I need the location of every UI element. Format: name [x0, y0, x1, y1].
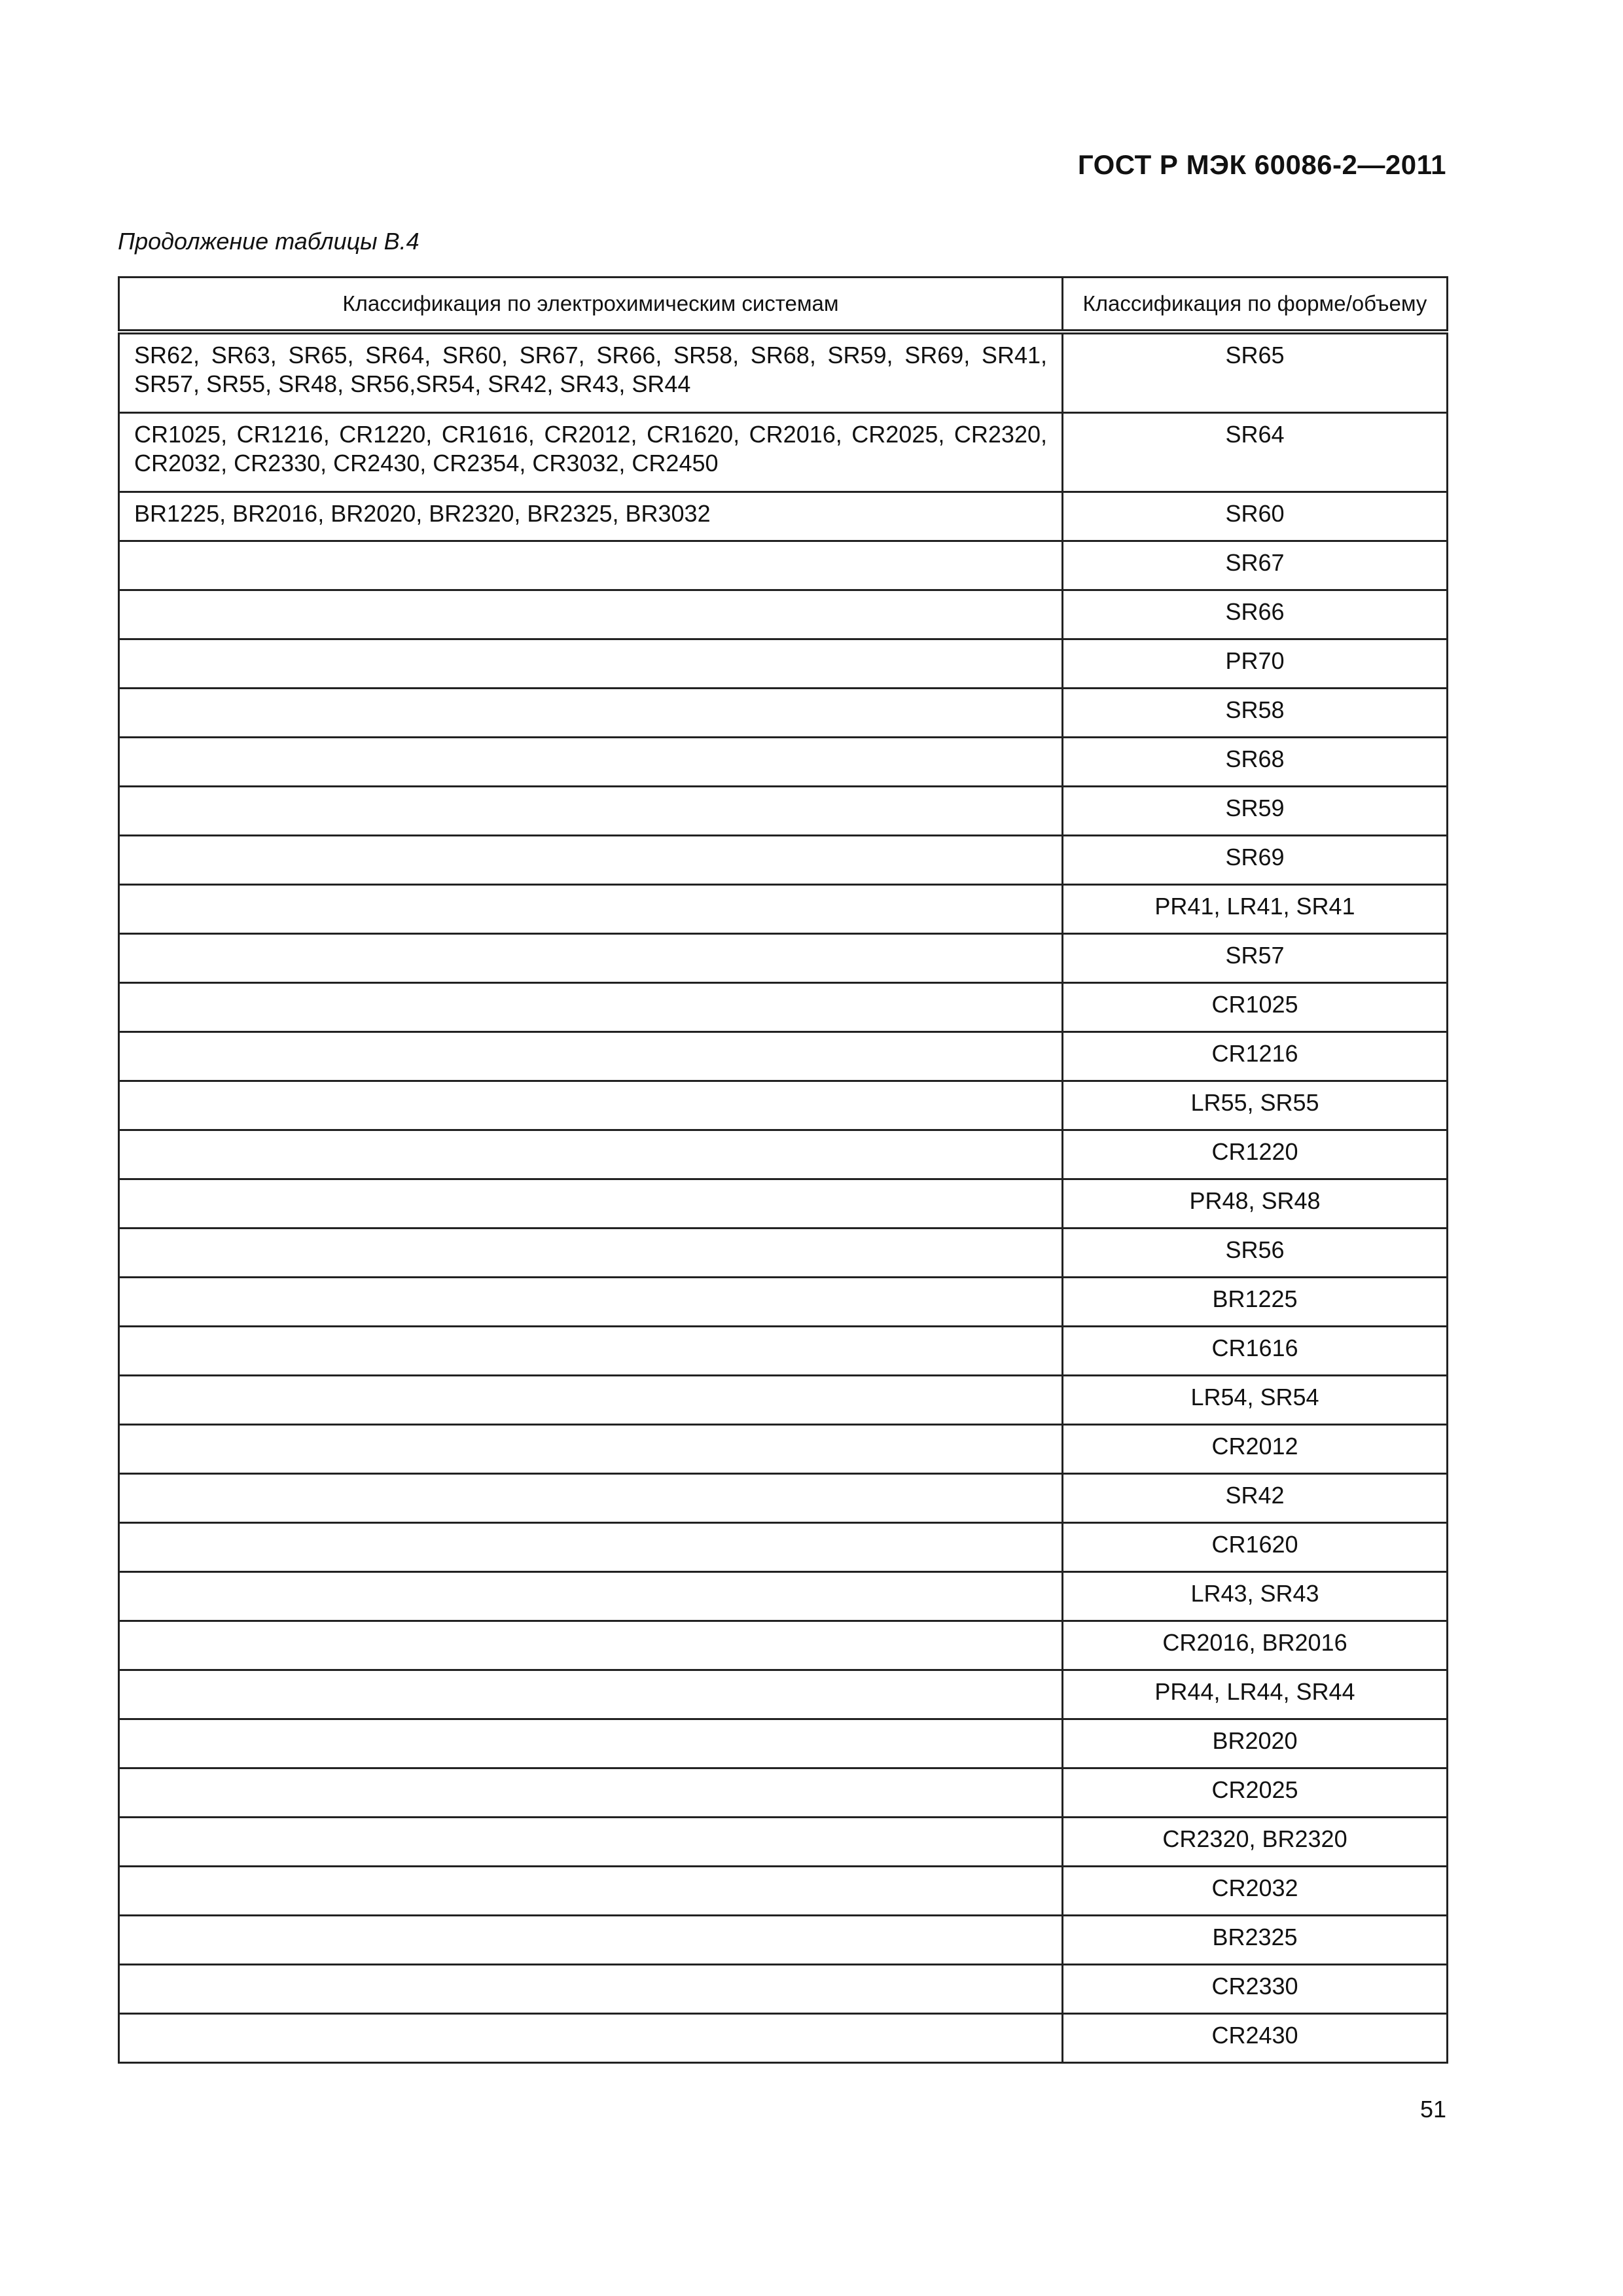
cell-electrochemical-systems — [119, 1327, 1063, 1376]
cell-shape-volume: SR67 — [1063, 541, 1448, 590]
table-row — [119, 590, 1448, 639]
cell-electrochemical-systems — [119, 689, 1063, 738]
cell-electrochemical-systems — [119, 1229, 1063, 1278]
table-header — [119, 278, 1448, 332]
cell-electrochemical-systems — [119, 590, 1063, 639]
table-row — [119, 1670, 1448, 1719]
cell-electrochemical-systems: BR1225, BR2016, BR2020, BR2320, BR2325, BR3032 — [119, 492, 1063, 541]
cell-electrochemical-systems — [119, 1278, 1063, 1327]
table-header-row — [119, 278, 1448, 332]
cell-shape-volume: SR64 — [1063, 413, 1448, 492]
cell-electrochemical-systems — [119, 639, 1063, 689]
table-row — [119, 541, 1448, 590]
cell-electrochemical-systems — [119, 1670, 1063, 1719]
table-row — [119, 1179, 1448, 1229]
table-row — [119, 1474, 1448, 1523]
cell-electrochemical-systems — [119, 1523, 1063, 1572]
table-row — [119, 492, 1448, 541]
table-row — [119, 1965, 1448, 2014]
cell-shape-volume: PR48, SR48 — [1063, 1179, 1448, 1229]
cell-shape-volume: CR2330 — [1063, 1965, 1448, 2014]
cell-electrochemical-systems — [119, 1032, 1063, 1081]
table-row — [119, 1081, 1448, 1130]
table-row — [119, 1867, 1448, 1916]
cell-shape-volume: PR44, LR44, SR44 — [1063, 1670, 1448, 1719]
table-row — [119, 2014, 1448, 2063]
table-row — [119, 332, 1448, 413]
table-row — [119, 1425, 1448, 1474]
cell-shape-volume: SR59 — [1063, 787, 1448, 836]
cell-shape-volume: BR2020 — [1063, 1719, 1448, 1768]
column-header-electrochemical-systems: Классификация по электрохимическим системам — [119, 278, 1063, 332]
cell-shape-volume: CR1025 — [1063, 983, 1448, 1032]
cell-electrochemical-systems — [119, 1621, 1063, 1670]
cell-shape-volume: SR42 — [1063, 1474, 1448, 1523]
table-row — [119, 1278, 1448, 1327]
cell-electrochemical-systems — [119, 1376, 1063, 1425]
table-body — [119, 332, 1448, 2063]
cell-shape-volume: CR1616 — [1063, 1327, 1448, 1376]
table-row — [119, 1719, 1448, 1768]
table-row — [119, 1523, 1448, 1572]
cell-shape-volume: PR70 — [1063, 639, 1448, 689]
cell-shape-volume: SR69 — [1063, 836, 1448, 885]
cell-shape-volume: CR2032 — [1063, 1867, 1448, 1916]
table-row — [119, 639, 1448, 689]
cell-shape-volume: CR1220 — [1063, 1130, 1448, 1179]
table-row — [119, 413, 1448, 492]
cell-electrochemical-systems — [119, 1130, 1063, 1179]
cell-shape-volume: LR55, SR55 — [1063, 1081, 1448, 1130]
cell-shape-volume: SR60 — [1063, 492, 1448, 541]
cell-shape-volume: CR1216 — [1063, 1032, 1448, 1081]
cell-electrochemical-systems — [119, 1425, 1063, 1474]
column-header-shape-volume: Классификация по форме/объему — [1063, 278, 1448, 332]
table-row — [119, 1768, 1448, 1818]
cell-electrochemical-systems — [119, 1818, 1063, 1867]
table-row — [119, 689, 1448, 738]
cell-electrochemical-systems — [119, 1474, 1063, 1523]
cell-shape-volume: CR2320, BR2320 — [1063, 1818, 1448, 1867]
classification-table — [118, 276, 1448, 2064]
table-caption: Продолжение таблицы В.4 — [118, 228, 419, 255]
table-row — [119, 1818, 1448, 1867]
cell-electrochemical-systems — [119, 1965, 1063, 2014]
cell-electrochemical-systems — [119, 934, 1063, 983]
cell-electrochemical-systems — [119, 983, 1063, 1032]
cell-electrochemical-systems: SR62, SR63, SR65, SR64, SR60, SR67, SR66, SR58, SR68, SR59, SR69, SR41, SR57, SR55, SR48, SR56,SR54, SR42, SR43, SR44 — [119, 332, 1063, 413]
cell-shape-volume: SR68 — [1063, 738, 1448, 787]
table-row — [119, 885, 1448, 934]
table-row — [119, 1229, 1448, 1278]
cell-electrochemical-systems — [119, 836, 1063, 885]
cell-shape-volume: CR2016, BR2016 — [1063, 1621, 1448, 1670]
table-row — [119, 934, 1448, 983]
cell-shape-volume: BR1225 — [1063, 1278, 1448, 1327]
cell-shape-volume: SR57 — [1063, 934, 1448, 983]
cell-electrochemical-systems — [119, 2014, 1063, 2063]
cell-shape-volume: LR54, SR54 — [1063, 1376, 1448, 1425]
table-row — [119, 738, 1448, 787]
cell-electrochemical-systems — [119, 1867, 1063, 1916]
page-number: 51 — [1419, 2096, 1446, 2123]
cell-electrochemical-systems — [119, 1572, 1063, 1621]
cell-shape-volume: SR65 — [1063, 332, 1448, 413]
cell-shape-volume: CR2025 — [1063, 1768, 1448, 1818]
table-row — [119, 1032, 1448, 1081]
table-row — [119, 787, 1448, 836]
cell-shape-volume: CR1620 — [1063, 1523, 1448, 1572]
cell-electrochemical-systems — [119, 738, 1063, 787]
table-row — [119, 1327, 1448, 1376]
table-row — [119, 1572, 1448, 1621]
cell-shape-volume: SR58 — [1063, 689, 1448, 738]
cell-shape-volume: SR56 — [1063, 1229, 1448, 1278]
table-row — [119, 1916, 1448, 1965]
cell-electrochemical-systems — [119, 787, 1063, 836]
table-row — [119, 983, 1448, 1032]
document-standard-title: ГОСТ Р МЭК 60086-2—2011 — [1077, 149, 1446, 180]
cell-shape-volume: BR2325 — [1063, 1916, 1448, 1965]
cell-shape-volume: CR2430 — [1063, 2014, 1448, 2063]
table-row — [119, 1376, 1448, 1425]
cell-shape-volume: LR43, SR43 — [1063, 1572, 1448, 1621]
cell-electrochemical-systems — [119, 1179, 1063, 1229]
cell-electrochemical-systems — [119, 885, 1063, 934]
cell-shape-volume: SR66 — [1063, 590, 1448, 639]
cell-electrochemical-systems — [119, 1916, 1063, 1965]
cell-shape-volume: CR2012 — [1063, 1425, 1448, 1474]
cell-electrochemical-systems — [119, 1081, 1063, 1130]
cell-shape-volume: PR41, LR41, SR41 — [1063, 885, 1448, 934]
cell-electrochemical-systems — [119, 1719, 1063, 1768]
cell-electrochemical-systems — [119, 541, 1063, 590]
table-row — [119, 1621, 1448, 1670]
table-row — [119, 836, 1448, 885]
cell-electrochemical-systems — [119, 1768, 1063, 1818]
table-row — [119, 1130, 1448, 1179]
cell-electrochemical-systems: CR1025, CR1216, CR1220, CR1616, CR2012, CR1620, CR2016, CR2025, CR2320, CR2032, CR2330, CR2430, CR2354, CR3032, CR2450 — [119, 413, 1063, 492]
